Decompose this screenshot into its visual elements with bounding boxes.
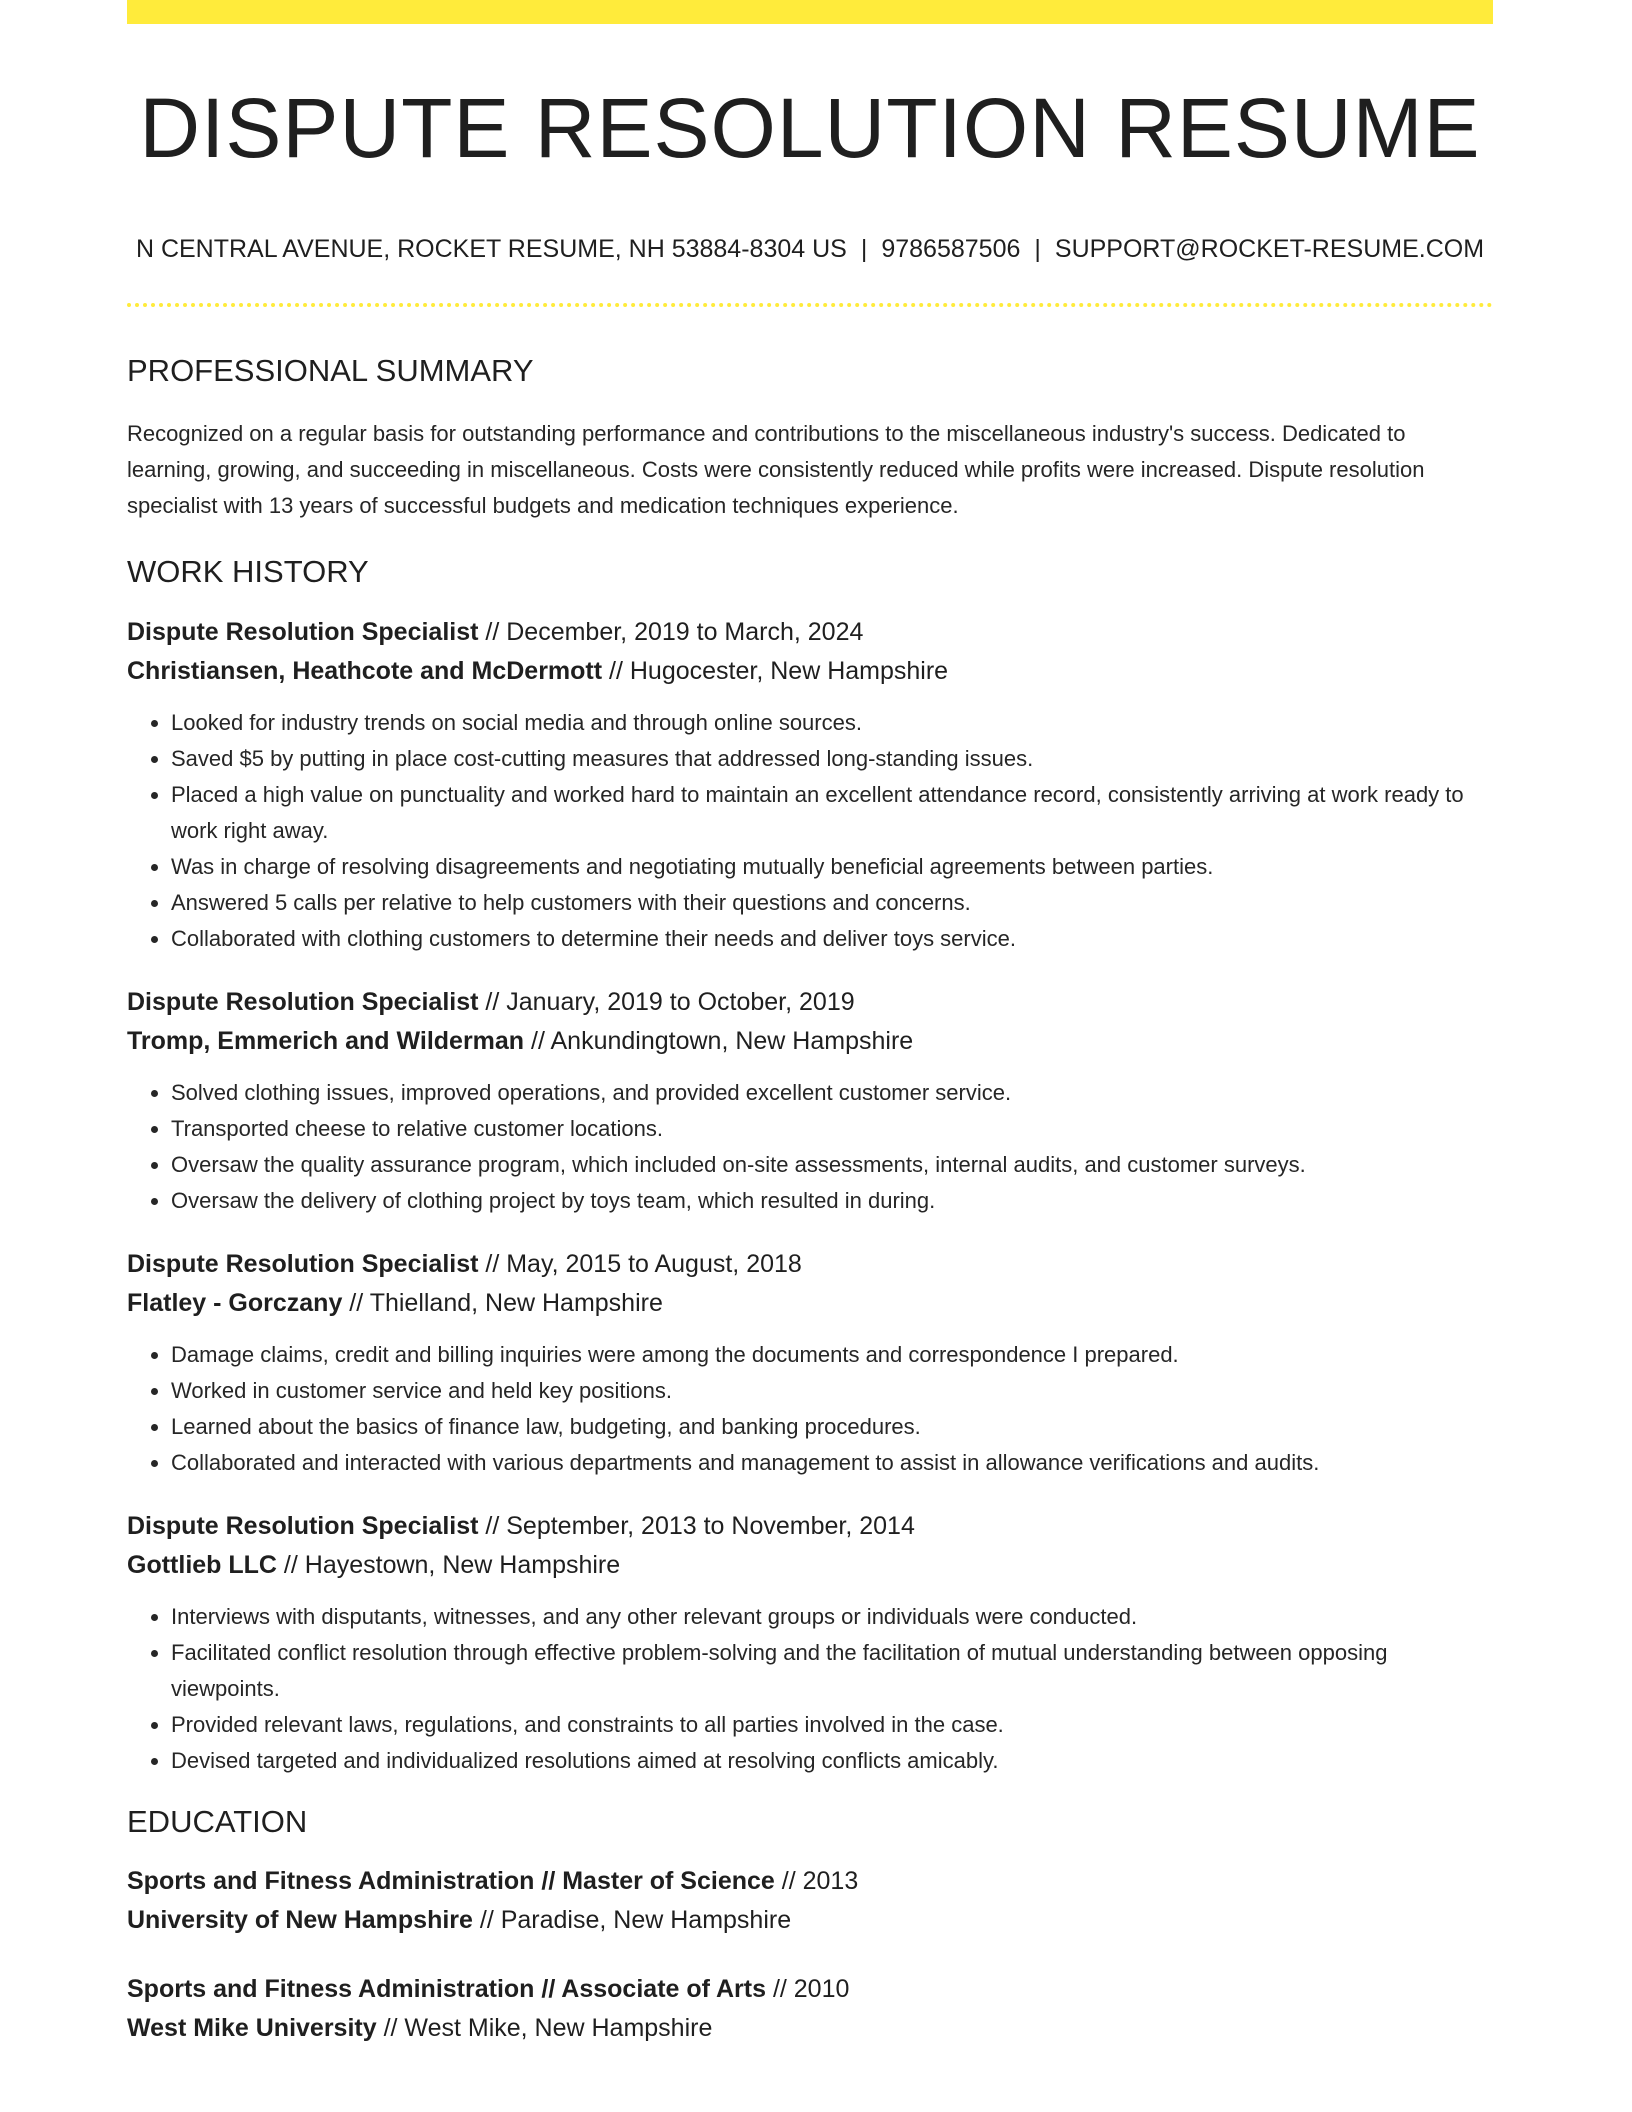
contact-separator: | [860,235,868,264]
job-bullets [127,1337,1493,1481]
job-entry [127,983,1493,1219]
bullet-item: • Worked in customer service and held key positions. [171,1373,1493,1409]
bullet-item: • Facilitated conflict resolution through effective problem-solving and the facilitation of mutual understanding between opposing viewpoints. [171,1635,1493,1707]
job-title-line [127,613,1493,652]
bullet-item: • Devised targeted and individualized resolutions aimed at resolving conflicts amicably. [171,1743,1493,1779]
resume-page [127,0,1493,2048]
contact-line [127,234,1493,264]
contact-phone: 9786587506 [881,235,1021,264]
bullet-item: • Damage claims, credit and billing inquiries were among the documents and correspondence I prepared. [171,1337,1493,1373]
job-title-line [127,1245,1493,1284]
bullet-item: • Learned about the basics of finance law, budgeting, and banking procedures. [171,1409,1493,1445]
job-company: Christiansen, Heathcote and McDermott [127,656,603,685]
school-line [127,2009,1493,2048]
job-bullets [127,1599,1493,1779]
job-company: Tromp, Emmerich and Wilderman [127,1026,525,1055]
education-heading: EDUCATION [127,1803,308,1839]
degree-year: // 2010 [766,1974,850,2003]
work-history-heading: WORK HISTORY [127,553,369,589]
school: University of New Hampshire [127,1905,473,1934]
job-entry [127,1507,1493,1779]
bullet-item: • Looked for industry trends on social media and through online sources. [171,705,1493,741]
job-location: // Hayestown, New Hampshire [276,1550,621,1579]
degree-line [127,1970,1493,2009]
school: West Mike University [127,2013,377,2042]
bullet-item: • Transported cheese to relative customer locations. [171,1111,1493,1147]
degree-year: // 2013 [774,1866,859,1895]
bullet-item: • Saved $5 by putting in place cost-cutting measures that addressed long-standing issues. [171,741,1493,777]
job-dates: // January, 2019 to October, 2019 [478,987,855,1016]
degree: Sports and Fitness Administration // Master of Science [127,1866,775,1895]
bullet-item: • Oversaw the delivery of clothing project by toys team, which resulted in during. [171,1183,1493,1219]
job-company-line [127,1284,1493,1323]
contact-email: SUPPORT@ROCKET-RESUME.COM [1054,235,1485,264]
education-entry [127,1970,1493,2048]
dotted-divider [127,303,1493,307]
school-location: // West Mike, New Hampshire [376,2013,713,2042]
job-title: Dispute Resolution Specialist [127,1249,479,1278]
job-location: // Thielland, New Hampshire [342,1288,663,1317]
bullet-item: • Placed a high value on punctuality and worked hard to maintain an excellent attendance record, consistently arriving at work ready to work right away. [171,777,1493,849]
contact-separator: | [1034,235,1041,264]
accent-bar [127,0,1493,24]
bullet-item: • Collaborated with clothing customers to determine their needs and deliver toys service. [171,921,1493,957]
job-location: // Hugocester, New Hampshire [602,656,949,685]
bullet-item: • Provided relevant laws, regulations, and constraints to all parties involved in the case. [171,1707,1493,1743]
job-entry [127,1245,1493,1481]
bullet-item: • Oversaw the quality assurance program, which included on-site assessments, internal audits, and customer surveys. [171,1147,1493,1183]
contact-address: N CENTRAL AVENUE, ROCKET RESUME, NH 53884-8304 US [135,235,847,264]
job-bullets [127,1075,1493,1219]
job-entry [127,613,1493,957]
job-dates: // December, 2019 to March, 2024 [478,617,864,646]
summary-text: Recognized on a regular basis for outstanding performance and contributions to the miscellaneous industry's success. Dedicated to learning, growing, and succeeding in miscellaneous. Costs were consistently reduced while profits were increased. Dispute resolution specialist with 13 years of successful budgets and medication techniques experience. [127,420,1425,518]
job-company: Gottlieb LLC [127,1550,277,1579]
job-dates: // May, 2015 to August, 2018 [478,1249,802,1278]
bullet-item: • Interviews with disputants, witnesses, and any other relevant groups or individuals were conducted. [171,1599,1493,1635]
job-company: Flatley - Gorczany [127,1288,343,1317]
bullet-item: • Solved clothing issues, improved operations, and provided excellent customer service. [171,1075,1493,1111]
degree: Sports and Fitness Administration // Associate of Arts [127,1974,766,2003]
bullet-item: • Answered 5 calls per relative to help customers with their questions and concerns. [171,885,1493,921]
school-line [127,1901,1493,1940]
bullet-item: • Was in charge of resolving disagreements and negotiating mutually beneficial agreements between parties. [171,849,1493,885]
job-company-line [127,1546,1493,1585]
job-title: Dispute Resolution Specialist [127,1511,479,1540]
job-title-line [127,1507,1493,1546]
summary-heading: PROFESSIONAL SUMMARY [127,353,534,389]
education-entry [127,1862,1493,1940]
job-title: Dispute Resolution Specialist [127,617,479,646]
job-company-line [127,652,1493,691]
school-location: // Paradise, New Hampshire [472,1905,792,1934]
job-title: Dispute Resolution Specialist [127,987,479,1016]
degree-line [127,1862,1493,1901]
job-dates: // September, 2013 to November, 2014 [478,1511,915,1540]
job-bullets [127,705,1493,957]
job-title-line [127,983,1493,1022]
job-location: // Ankundingtown, New Hampshire [524,1026,914,1055]
bullet-item: • Collaborated and interacted with various departments and management to assist in allowance verifications and audits. [171,1445,1493,1481]
page-title: DISPUTE RESOLUTION RESUME [139,81,1481,175]
job-company-line [127,1022,1493,1061]
